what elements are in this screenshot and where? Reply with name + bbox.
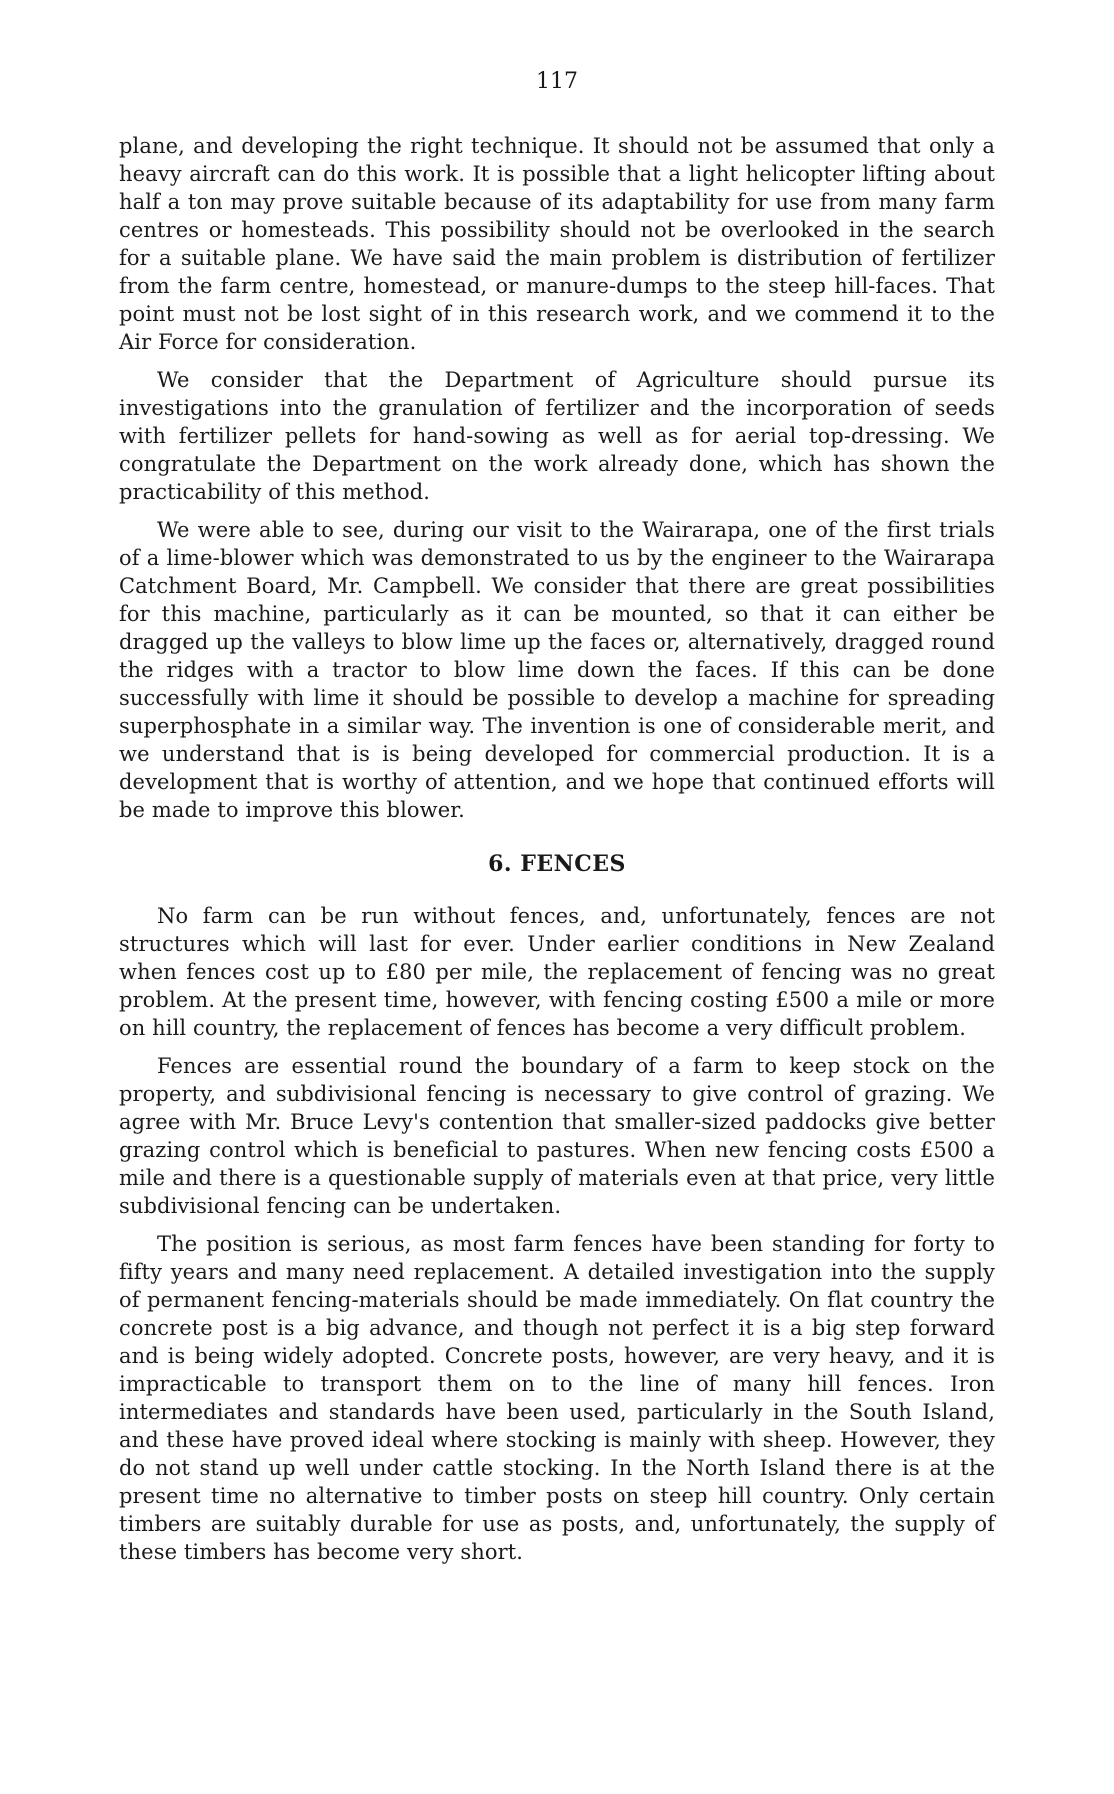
page-number: 117 (536, 69, 578, 94)
paragraph-fencing-materials: The position is serious, as most farm fences have been standing for forty to fifty years and many need replacement. A detailed investigation into the supply of permanent fencing-materials should be made immediately. On flat country the concrete post is a big advance, and though not perfect it is a big step forward and is being widely adopted. Concrete posts, however, are very heavy, and it is impracticable to transport them on to the line of many hill fences. Iron intermediates and standards have been used, particularly in the South Island, and these have proved ideal where stocking is mainly with sheep. However, they do not stand up well under cattle stocking. In the North Island there is at the present time no alternative to timber posts on steep hill country. Only certain timbers are suitably durable for use as posts, and, unfortunately, the supply of these timbers has become very short. (119, 1232, 995, 1564)
paragraph-subdivisional-fencing: Fences are essential round the boundary of a farm to keep stock on the property, and subdivisional fencing is necessary to give control of grazing. We agree with Mr. Bruce Levy's contention that smaller-sized paddocks give better grazing control which is beneficial to pastures. When new fencing costs £500 a mile and there is a questionable supply of materials even at that price, very little subdivisional fencing can be undertaken. (119, 1054, 995, 1218)
paragraph-fertilizer-granulation: We consider that the Department of Agriculture should pursue its investigations into the granulation of fertilizer and the incorporation of seeds with fertilizer pellets for hand-sowing as well as for aerial top-dressing. We congratulate the Department on the work already done, which has shown the practicability of this method. (119, 368, 995, 504)
paragraph-aircraft-technique: plane, and developing the right technique. It should not be assumed that only a heavy aircraft can do this work. It is possible that a light helicopter lifting about half a ton may prove suitable because of its adaptability for use from many farm centres or homesteads. This possibility should not be overlooked in the search for a suitable plane. We have said the main problem is distribution of fertilizer from the farm centre, homestead, or manure-dumps to the steep hill-faces. That point must not be lost sight of in this research work, and we commend it to the Air Force for consideration. (119, 134, 995, 354)
paragraph-fence-costs: No farm can be run without fences, and, unfortunately, fences are not structures which will last for ever. Under earlier conditions in New Zealand when fences cost up to £80 per mile, the replacement of fencing was no great problem. At the present time, however, with fencing costing £500 a mile or more on hill country, the replacement of fences has become a very difficult problem. (119, 904, 995, 1040)
section-heading-fences: 6. FENCES (488, 851, 626, 877)
paragraph-lime-blower: We were able to see, during our visit to the Wairarapa, one of the first trials of a lime-blower which was demonstrated to us by the engineer to the Wairarapa Catchment Board, Mr. Campbell. We consider that there are great possibilities for this machine, particularly as it can be mounted, so that it can either be dragged up the valleys to blow lime up the faces or, alternatively, dragged round the ridges with a tractor to blow lime down the faces. If this can be done successfully with lime it should be possible to develop a machine for spreading superphosphate in a similar way. The invention is one of considerable merit, and we understand that is is being developed for commercial production. It is a development that is worthy of attention, and we hope that continued efforts will be made to improve this blower. (119, 518, 995, 822)
body-text (119, 132, 995, 1576)
